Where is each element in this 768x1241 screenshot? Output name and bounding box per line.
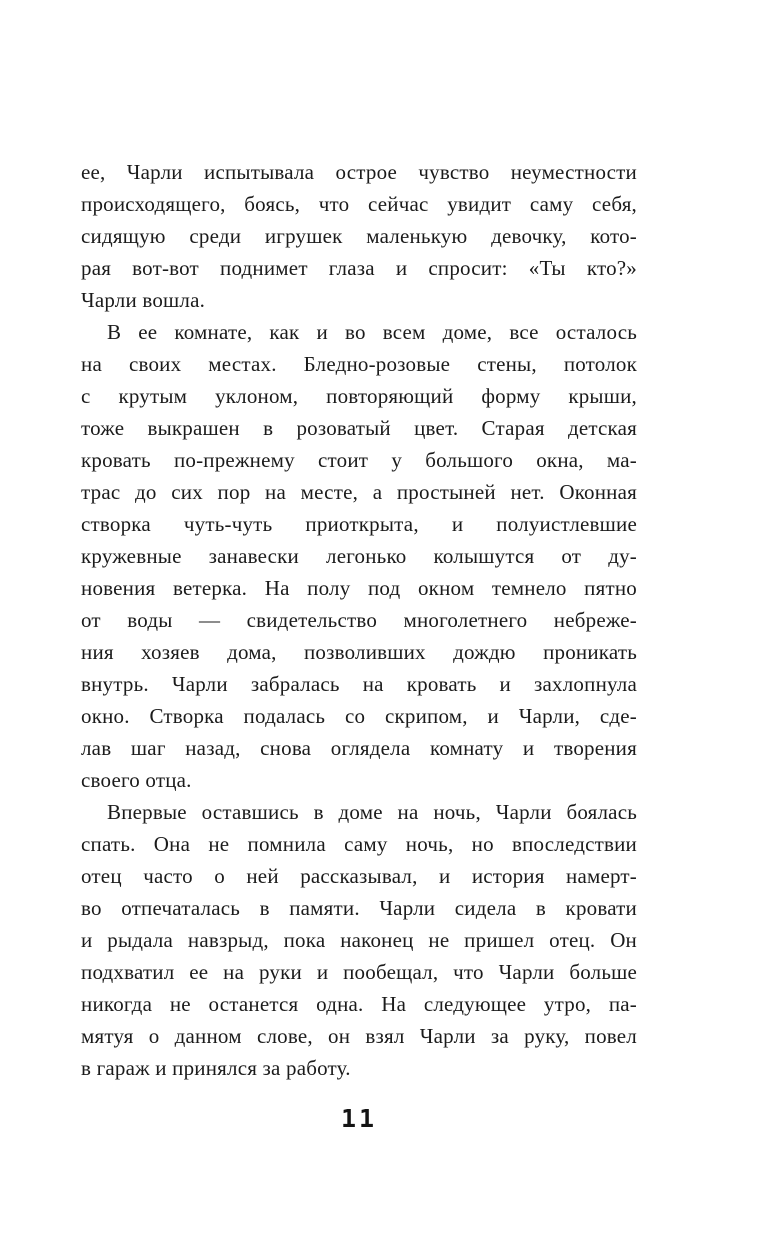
text-line: кружевные занавески легонько колышутся от ду- — [81, 544, 637, 568]
text-line: от воды — свидетельство многолетнего небреже- — [81, 608, 637, 632]
text-line: подхватил ее на руки и пообещал, что Чарли больше — [81, 960, 637, 984]
text-line: с крутым уклоном, повторяющий форму крыши, — [81, 384, 637, 408]
text-line: ее, Чарли испытывала острое чувство неуместности — [81, 160, 637, 184]
text-line: рая вот-вот поднимет глаза и спросит: «Ты кто?» — [81, 256, 637, 280]
text-line: Чарли вошла. — [81, 288, 206, 312]
text-line: В ее комнате, как и во всем доме, все осталось — [107, 320, 637, 344]
text-line: кровать по-прежнему стоит у большого окна, ма- — [81, 448, 637, 472]
text-line: и рыдала навзрыд, пока наконец не пришел отец. Он — [81, 928, 637, 952]
text-line: Впервые оставшись в доме на ночь, Чарли боялась — [107, 800, 637, 824]
body-text — [81, 156, 637, 1084]
text-line: мятуя о данном слове, он взял Чарли за руку, повел — [81, 1024, 637, 1048]
text-line: своего отца. — [81, 768, 192, 792]
text-line: новения ветерка. На полу под окном темнело пятно — [81, 576, 637, 600]
text-line: в гараж и принялся за работу. — [81, 1056, 351, 1080]
page-number: 11 — [340, 1104, 378, 1133]
paragraph — [81, 156, 637, 316]
text-line: лав шаг назад, снова оглядела комнату и творения — [81, 736, 637, 760]
text-line: тоже выкрашен в розоватый цвет. Старая детская — [81, 416, 637, 440]
text-line: трас до сих пор на месте, а простыней нет. Оконная — [81, 480, 637, 504]
text-line: отец часто о ней рассказывал, и история намерт- — [81, 864, 637, 888]
text-line: происходящего, боясь, что сейчас увидит саму себя, — [81, 192, 637, 216]
text-line: окно. Створка подалась со скрипом, и Чарли, сде- — [81, 704, 637, 728]
text-line: створка чуть-чуть приоткрыта, и полуистлевшие — [81, 512, 637, 536]
text-line: на своих местах. Бледно-розовые стены, потолок — [81, 352, 637, 376]
text-line: спать. Она не помнила саму ночь, но впоследствии — [81, 832, 637, 856]
text-line: во отпечаталась в памяти. Чарли сидела в кровати — [81, 896, 637, 920]
text-line: сидящую среди игрушек маленькую девочку, кото- — [81, 224, 637, 248]
text-line: внутрь. Чарли забралась на кровать и захлопнула — [81, 672, 637, 696]
text-line: никогда не останется одна. На следующее утро, па- — [81, 992, 637, 1016]
paragraph — [81, 796, 637, 1084]
text-line: ния хозяев дома, позволивших дождю проникать — [81, 640, 637, 664]
paragraph — [81, 316, 637, 796]
